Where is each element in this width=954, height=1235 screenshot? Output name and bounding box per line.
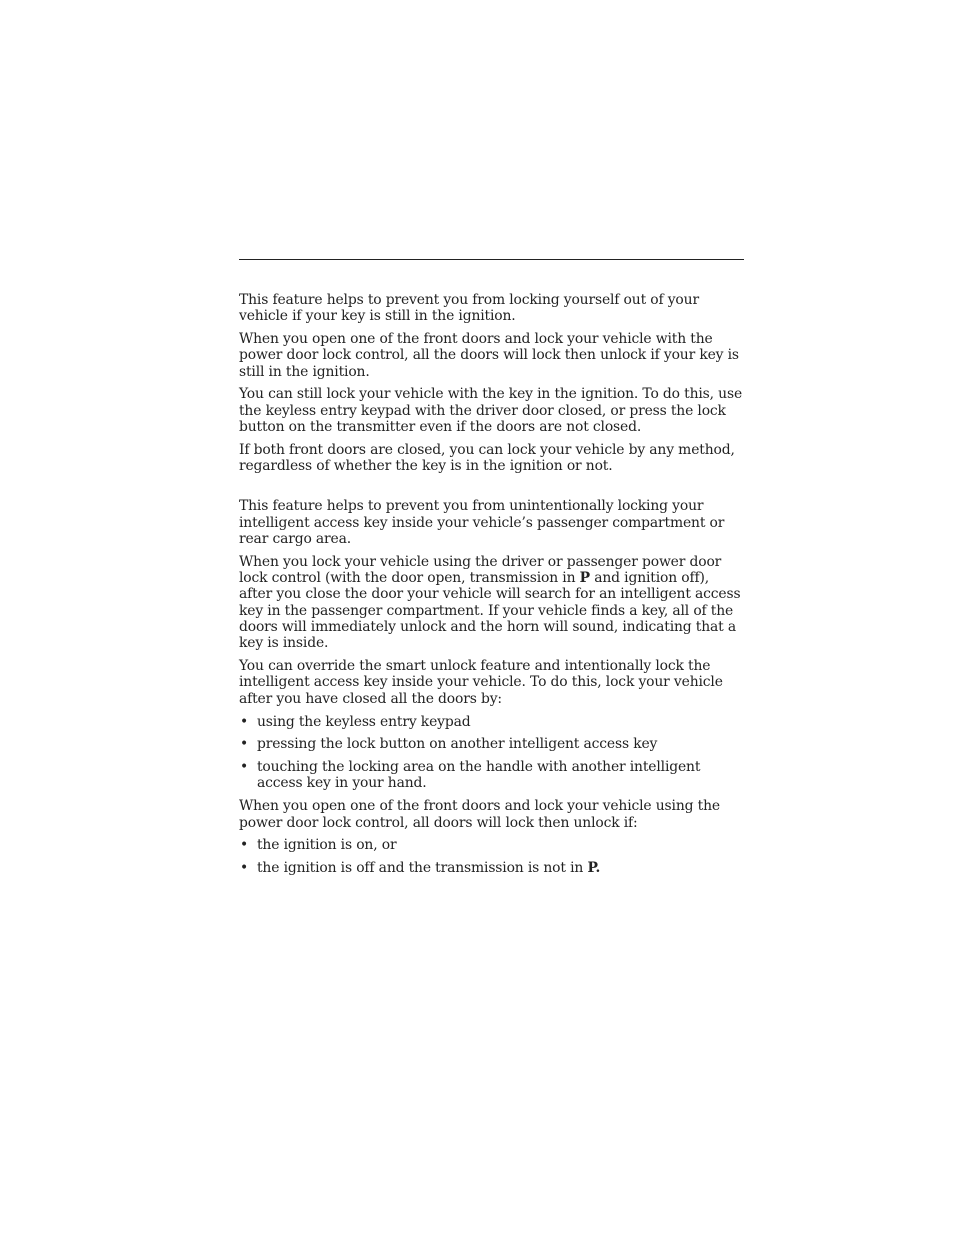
bullet-icon: • xyxy=(240,860,249,877)
bullet-icon: • xyxy=(240,837,249,854)
bullet-icon: • xyxy=(240,713,249,730)
list-item-text: the ignition is off and the transmission is not in xyxy=(257,860,588,877)
list-item xyxy=(239,759,745,792)
paragraph: If both front doors are closed, you can lock your vehicle by any method, regardless of whether the key is in the ignition or not. xyxy=(239,441,735,475)
list-item xyxy=(239,837,745,853)
paragraph: This feature helps to prevent you from locking yourself out of your vehicle if your key is still in the ignition. xyxy=(239,292,699,325)
list-item xyxy=(239,714,745,730)
section-smart-unlock xyxy=(239,498,745,876)
list-item xyxy=(239,736,745,752)
paragraph: When you open one of the front doors and lock your vehicle with the power door lock control, all the doors will lock then unlock if your key is still in the ignition. xyxy=(239,331,739,380)
list-item xyxy=(239,860,745,876)
list-item-text: the ignition is on, or xyxy=(257,837,397,854)
bullet-icon: • xyxy=(240,759,249,776)
header-rule xyxy=(239,259,744,260)
bullet-list xyxy=(239,714,745,792)
bullet-icon: • xyxy=(240,736,249,753)
bullet-list xyxy=(239,837,745,876)
paragraph xyxy=(239,554,745,652)
text-run: and ignition off), after you close the door your vehicle will search for an intelligent access key in the passenger compartment. If your vehicle finds a key, all of the doors will immediately unlock and the horn will sound, indicating that a key is inside. xyxy=(239,570,741,652)
document-body xyxy=(239,292,745,883)
paragraph: This feature helps to prevent you from unintentionally locking your intelligent access key inside your vehicle’s passenger compartment or rear cargo area. xyxy=(239,498,725,548)
paragraph: You can still lock your vehicle with the key in the ignition. To do this, use the keyless entry keypad with the driver door closed, or press the lock button on the transmitter even if the doors are not closed. xyxy=(239,386,743,436)
list-item-text: touching the locking area on the handle with another intelligent access key in your hand. xyxy=(257,759,701,792)
paragraph: You can override the smart unlock feature and intentionally lock the intelligent access key inside your vehicle. To do this, lock your vehicle after you have closed all the doors by: xyxy=(239,658,723,707)
text-run: When you lock your vehicle using the driver or passenger power door lock control (with the door open, transmission in xyxy=(239,553,722,587)
bold-text: P. xyxy=(587,860,601,877)
bold-text: P xyxy=(579,570,590,587)
list-item-text: pressing the lock button on another intelligent access key xyxy=(257,736,658,753)
section-ignition-lockout xyxy=(239,292,745,474)
paragraph: When you open one of the front doors and lock your vehicle using the power door lock control, all doors will lock then unlock if: xyxy=(239,798,720,831)
list-item-text: using the keyless entry keypad xyxy=(257,713,471,730)
